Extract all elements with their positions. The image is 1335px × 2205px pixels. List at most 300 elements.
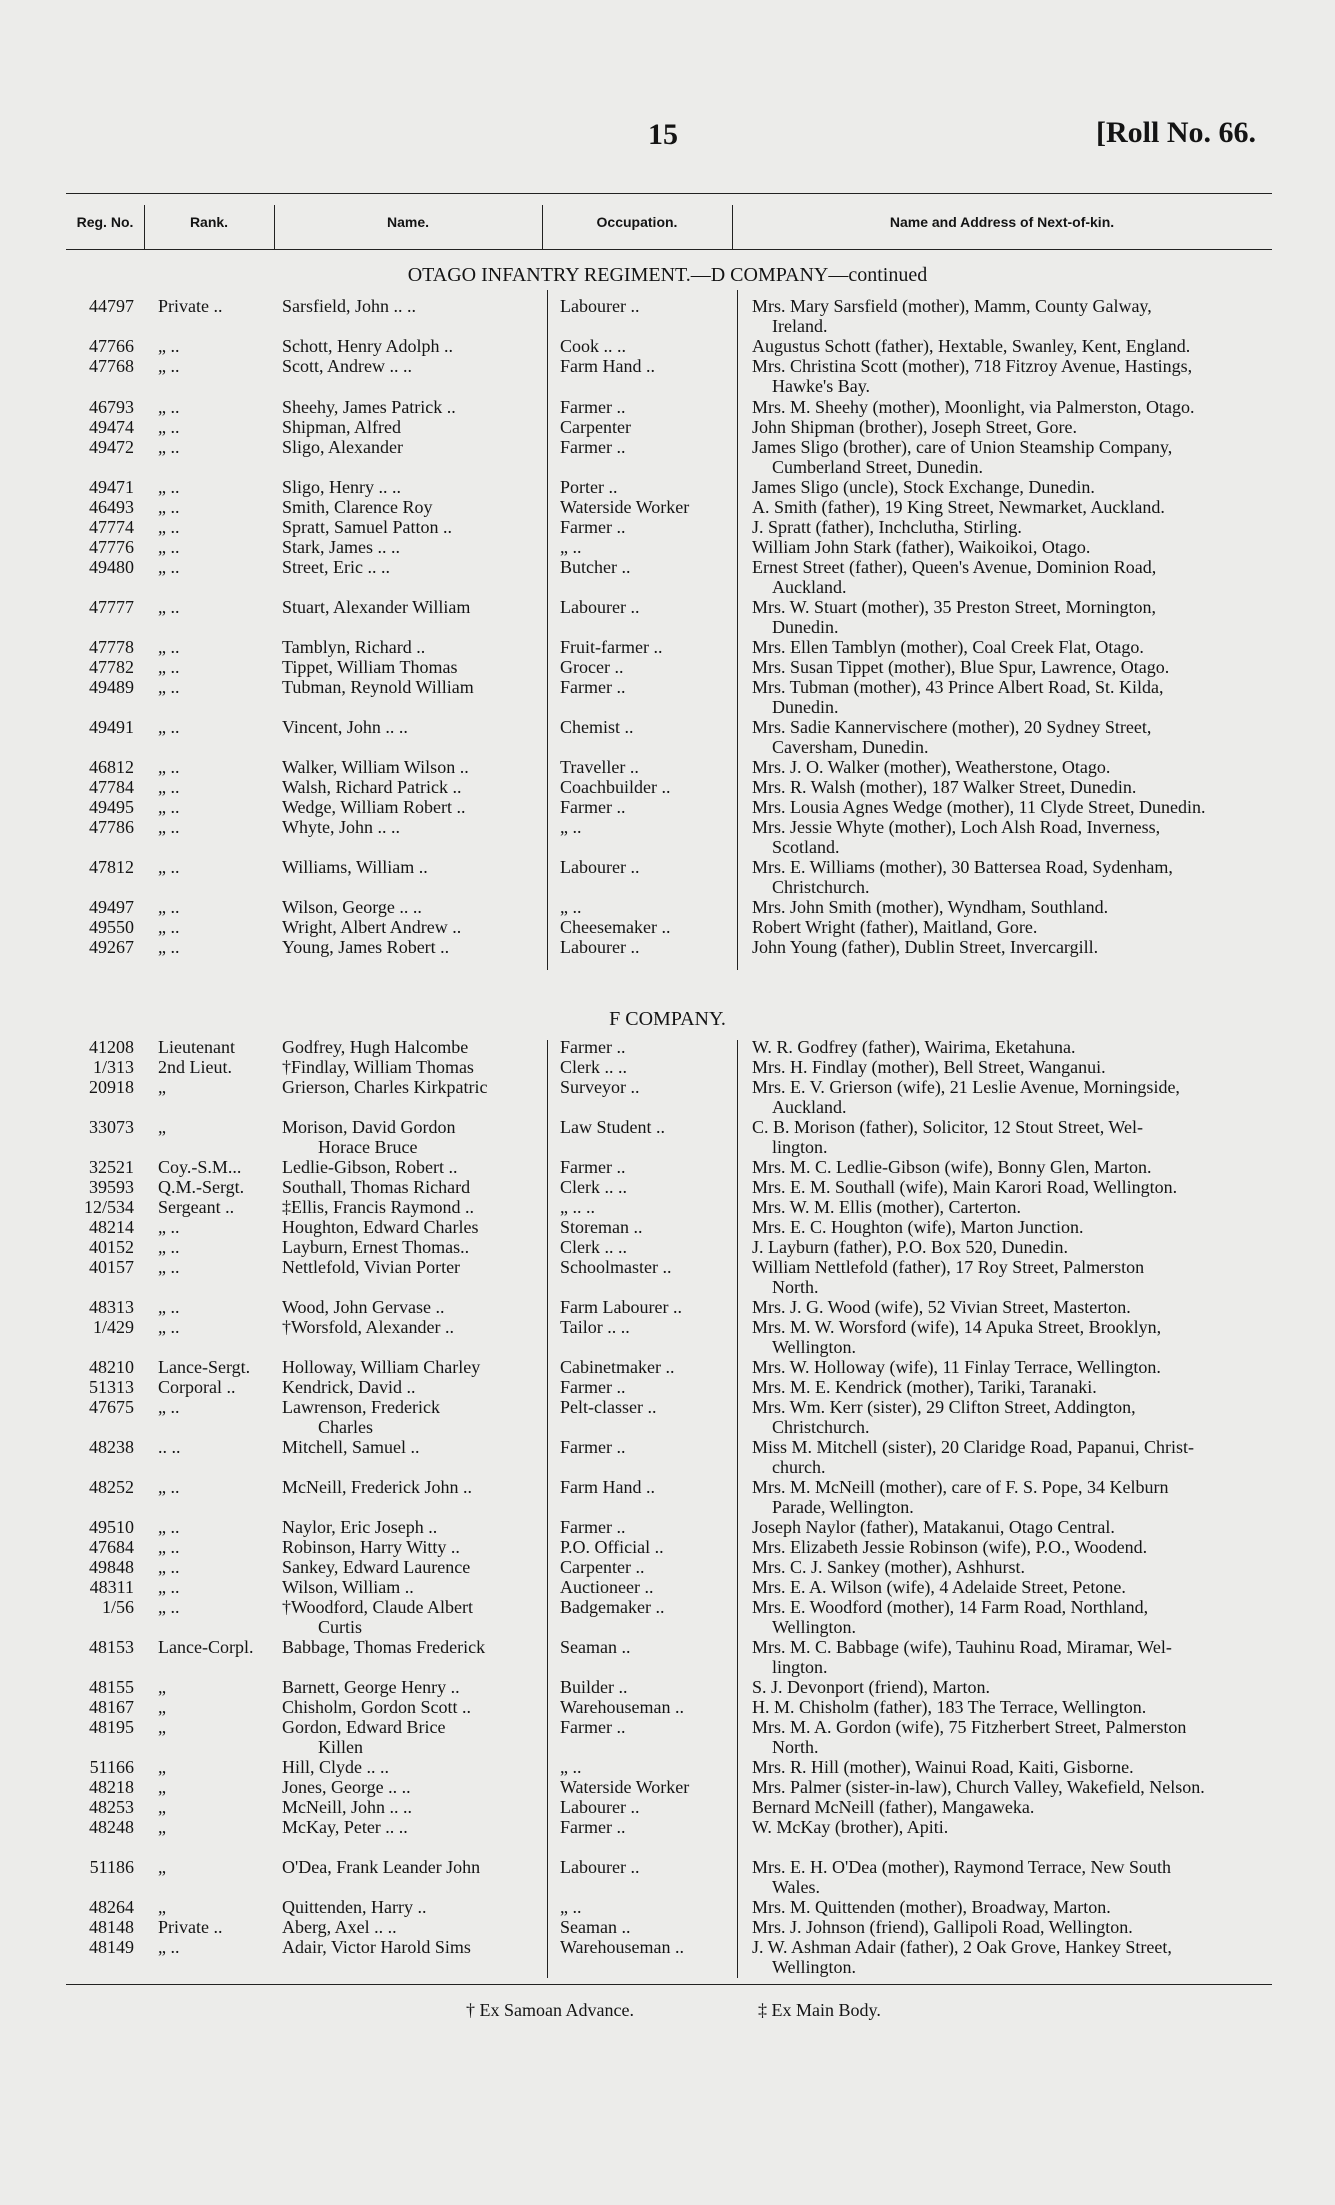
soldier-name: Jones, George .. .. — [282, 1777, 411, 1797]
reg-number: 47777 — [89, 597, 134, 617]
soldier-name: Shipman, Alfred — [282, 417, 401, 437]
rank: „ .. — [158, 557, 180, 577]
reg-number: 48248 — [89, 1817, 134, 1837]
next-of-kin-continued: Christchurch. — [772, 1417, 870, 1437]
rank: „ .. — [158, 417, 180, 437]
occupation: P.O. Official .. — [560, 1537, 664, 1557]
occupation: Labourer .. — [560, 1797, 640, 1817]
occupation: Farmer .. — [560, 397, 626, 417]
reg-number: 47766 — [89, 336, 134, 356]
rank: „ .. — [158, 497, 180, 517]
occupation: Storeman .. — [560, 1217, 643, 1237]
next-of-kin: Mrs. Lousia Agnes Wedge (mother), 11 Clyde Street, Dunedin. — [752, 797, 1206, 817]
occupation: Labourer .. — [560, 597, 640, 617]
next-of-kin-continued: Wellington. — [772, 1337, 857, 1357]
rank: „ — [158, 1777, 166, 1797]
reg-number: 49489 — [89, 677, 134, 697]
soldier-name: Babbage, Thomas Frederick — [282, 1637, 486, 1657]
next-of-kin: Mrs. Palmer (sister-in-law), Church Valley, Wakefield, Nelson. — [752, 1777, 1205, 1797]
soldier-name: Houghton, Edward Charles — [282, 1217, 479, 1237]
reg-number: 49495 — [89, 797, 134, 817]
soldier-name: O'Dea, Frank Leander John — [282, 1857, 481, 1877]
soldier-name: Kendrick, David .. — [282, 1377, 416, 1397]
rank: „ .. — [158, 757, 180, 777]
rank: „ .. — [158, 857, 180, 877]
reg-number: 48167 — [89, 1697, 134, 1717]
reg-number: 48148 — [89, 1917, 134, 1937]
reg-number: 49480 — [89, 557, 134, 577]
soldier-name: Stark, James .. .. — [282, 537, 400, 557]
next-of-kin: Mrs. E. Williams (mother), 30 Battersea Road, Sydenham, — [752, 857, 1173, 877]
reg-number: 51186 — [89, 1857, 134, 1877]
next-of-kin: Mrs. M. E. Kendrick (mother), Tariki, Taranaki. — [752, 1377, 1097, 1397]
occupation: Carpenter .. — [560, 1557, 645, 1577]
next-of-kin-continued: Wales. — [772, 1877, 821, 1897]
next-of-kin: John Young (father), Dublin Street, Invercargill. — [752, 937, 1099, 957]
next-of-kin-continued: Auckland. — [772, 1097, 847, 1117]
occupation: Farmer .. — [560, 1377, 626, 1397]
soldier-name: Wedge, William Robert .. — [282, 797, 466, 817]
occupation: „ .. — [560, 1897, 582, 1917]
soldier-name: McNeill, John .. .. — [282, 1797, 412, 1817]
soldier-name: Young, James Robert .. — [282, 937, 450, 957]
reg-number: 47768 — [89, 356, 134, 376]
reg-number: 47778 — [89, 637, 134, 657]
occupation: Schoolmaster .. — [560, 1257, 672, 1277]
occupation: Warehouseman .. — [560, 1697, 685, 1717]
soldier-name: Quittenden, Harry .. — [282, 1897, 427, 1917]
next-of-kin: Mrs. E. M. Southall (wife), Main Karori Road, Wellington. — [752, 1177, 1178, 1197]
occupation: Cabinetmaker .. — [560, 1357, 675, 1377]
rank: Private .. — [158, 296, 223, 316]
occupation: Labourer .. — [560, 857, 640, 877]
next-of-kin: Mrs. Mary Sarsfield (mother), Mamm, County Galway, — [752, 296, 1152, 316]
occupation: Farmer .. — [560, 1517, 626, 1537]
soldier-name: Walker, William Wilson .. — [282, 757, 469, 777]
rank: „ .. — [158, 1257, 180, 1277]
next-of-kin: Mrs. Ellen Tamblyn (mother), Coal Creek Flat, Otago. — [752, 637, 1144, 657]
next-of-kin-continued: North. — [772, 1277, 819, 1297]
reg-number: 48253 — [89, 1797, 134, 1817]
occupation: „ .. .. — [560, 1197, 595, 1217]
next-of-kin: C. B. Morison (father), Solicitor, 12 Stout Street, Wel- — [752, 1117, 1143, 1137]
occupation: Tailor .. .. — [560, 1317, 630, 1337]
next-of-kin-continued: Hawke's Bay. — [772, 376, 871, 396]
rank: „ .. — [158, 717, 180, 737]
rank: „ .. — [158, 917, 180, 937]
soldier-name: Wright, Albert Andrew .. — [282, 917, 462, 937]
occupation: Clerk .. .. — [560, 1237, 627, 1257]
occupation: Surveyor .. — [560, 1077, 640, 1097]
occupation: Farmer .. — [560, 1037, 626, 1057]
occupation: Labourer .. — [560, 296, 640, 316]
rank: „ .. — [158, 1477, 180, 1497]
soldier-name: Sligo, Henry .. .. — [282, 477, 401, 497]
soldier-name: †Worsfold, Alexander .. — [282, 1317, 455, 1337]
next-of-kin: Mrs. Jessie Whyte (mother), Loch Alsh Road, Inverness, — [752, 817, 1161, 837]
next-of-kin-continued: Ireland. — [772, 316, 828, 336]
soldier-name: Southall, Thomas Richard — [282, 1177, 471, 1197]
reg-number: 40157 — [89, 1257, 134, 1277]
reg-number: 51166 — [89, 1757, 134, 1777]
rank: „ .. — [158, 537, 180, 557]
rank: „ .. — [158, 937, 180, 957]
rank: „ .. — [158, 597, 180, 617]
rank: Coy.-S.M... — [158, 1157, 242, 1177]
soldier-name: Smith, Clarence Roy — [282, 497, 433, 517]
next-of-kin: Mrs. E. A. Wilson (wife), 4 Adelaide Street, Petone. — [752, 1577, 1126, 1597]
reg-number: 49471 — [89, 477, 134, 497]
reg-number: 48149 — [89, 1937, 134, 1957]
reg-number: 51313 — [89, 1377, 134, 1397]
next-of-kin: Mrs. R. Walsh (mother), 187 Walker Street, Dunedin. — [752, 777, 1137, 797]
reg-number: 12/534 — [83, 1197, 134, 1217]
next-of-kin-continued: Dunedin. — [772, 697, 839, 717]
next-of-kin: Mrs. M. A. Gordon (wife), 75 Fitzherbert Street, Palmerston — [752, 1717, 1187, 1737]
footer-rule — [66, 1984, 1272, 1985]
reg-number: 48311 — [89, 1577, 134, 1597]
rank: „ .. — [158, 437, 180, 457]
soldier-name-continued: Charles — [318, 1417, 373, 1437]
rank: „ .. — [158, 397, 180, 417]
reg-number: 48218 — [89, 1777, 134, 1797]
next-of-kin: Augustus Schott (father), Hextable, Swanley, Kent, England. — [752, 336, 1191, 356]
occupation: Butcher .. — [560, 557, 631, 577]
next-of-kin: Mrs. J. Johnson (friend), Gallipoli Road, Wellington. — [752, 1917, 1133, 1937]
next-of-kin: Mrs. W. Holloway (wife), 11 Finlay Terrace, Wellington. — [752, 1357, 1161, 1377]
occupation: Farm Labourer .. — [560, 1297, 682, 1317]
occupation: „ .. — [560, 817, 582, 837]
rank: 2nd Lieut. — [158, 1057, 232, 1077]
occupation: Clerk .. .. — [560, 1177, 627, 1197]
soldier-name-continued: Killen — [318, 1737, 363, 1757]
next-of-kin: J. W. Ashman Adair (father), 2 Oak Grove, Hankey Street, — [752, 1937, 1172, 1957]
reg-number: 47782 — [89, 657, 134, 677]
rank: „ .. — [158, 897, 180, 917]
soldier-name: Stuart, Alexander William — [282, 597, 471, 617]
next-of-kin: Mrs. M. Quittenden (mother), Broadway, Marton. — [752, 1897, 1111, 1917]
next-of-kin: Miss M. Mitchell (sister), 20 Claridge Road, Papanui, Christ- — [752, 1437, 1194, 1457]
reg-number: 49491 — [89, 717, 134, 737]
rank: „ — [158, 1797, 166, 1817]
next-of-kin-continued: Dunedin. — [772, 617, 839, 637]
reg-number: 48155 — [89, 1677, 134, 1697]
soldier-name: Sheehy, James Patrick .. — [282, 397, 456, 417]
next-of-kin-continued: lington. — [772, 1137, 828, 1157]
occupation: Labourer .. — [560, 937, 640, 957]
rank: Lieutenant — [158, 1037, 235, 1057]
rank: „ .. — [158, 517, 180, 537]
next-of-kin-continued: North. — [772, 1737, 819, 1757]
occupation: Carpenter — [560, 417, 631, 437]
rank: „ .. — [158, 817, 180, 837]
reg-number: 47776 — [89, 537, 134, 557]
rank: „ .. — [158, 477, 180, 497]
page-number: 15 — [648, 118, 678, 151]
occupation: Pelt-classer .. — [560, 1397, 657, 1417]
rank: Sergeant .. — [158, 1197, 235, 1217]
reg-number: 47675 — [89, 1397, 134, 1417]
soldier-name: Hill, Clyde .. .. — [282, 1757, 389, 1777]
soldier-name: Wood, John Gervase .. — [282, 1297, 445, 1317]
rank: „ .. — [158, 1517, 180, 1537]
rank: „ .. — [158, 1317, 180, 1337]
reg-number: 49472 — [89, 437, 134, 457]
next-of-kin: Bernard McNeill (father), Mangaweka. — [752, 1797, 1035, 1817]
reg-number: 48195 — [89, 1717, 134, 1737]
occupation: Badgemaker .. — [560, 1597, 665, 1617]
next-of-kin-continued: Parade, Wellington. — [772, 1497, 914, 1517]
reg-number: 46812 — [89, 757, 134, 777]
next-of-kin: Mrs. E. V. Grierson (wife), 21 Leslie Avenue, Morningside, — [752, 1077, 1180, 1097]
next-of-kin: Mrs. W. Stuart (mother), 35 Preston Street, Mornington, — [752, 597, 1156, 617]
reg-number: 48210 — [89, 1357, 134, 1377]
next-of-kin-continued: Caversham, Dunedin. — [772, 737, 929, 757]
reg-number: 44797 — [89, 296, 134, 316]
column-header-rank: Rank. — [189, 214, 229, 230]
occupation: Farmer .. — [560, 517, 626, 537]
soldier-name: †Findlay, William Thomas — [282, 1057, 474, 1077]
reg-number: 47812 — [89, 857, 134, 877]
reg-number: 32521 — [89, 1157, 134, 1177]
soldier-name: Tubman, Reynold William — [282, 677, 474, 697]
soldier-name: ‡Ellis, Francis Raymond .. — [282, 1197, 474, 1217]
reg-number: 49474 — [89, 417, 134, 437]
occupation: Builder .. — [560, 1677, 628, 1697]
occupation: „ .. — [560, 897, 582, 917]
reg-number: 48214 — [89, 1217, 134, 1237]
soldier-name: Sligo, Alexander — [282, 437, 403, 457]
next-of-kin: J. Spratt (father), Inchclutha, Stirling. — [752, 517, 1022, 537]
rank: „ .. — [158, 336, 180, 356]
next-of-kin: Mrs. C. J. Sankey (mother), Ashhurst. — [752, 1557, 1025, 1577]
rank: „ .. — [158, 1937, 180, 1957]
next-of-kin: Mrs. J. O. Walker (mother), Weatherstone, Otago. — [752, 757, 1111, 777]
reg-number: 49848 — [89, 1557, 134, 1577]
occupation: Farmer .. — [560, 1717, 626, 1737]
rank: Q.M.-Sergt. — [158, 1177, 245, 1197]
occupation: Farmer .. — [560, 437, 626, 457]
soldier-name: Wilson, George .. .. — [282, 897, 422, 917]
soldier-name: Chisholm, Gordon Scott .. — [282, 1697, 472, 1717]
occupation: Auctioneer .. — [560, 1577, 654, 1597]
next-of-kin: Mrs. W. M. Ellis (mother), Carterton. — [752, 1197, 1021, 1217]
soldier-name: Tamblyn, Richard .. — [282, 637, 426, 657]
next-of-kin: Mrs. Sadie Kannervischere (mother), 20 Sydney Street, — [752, 717, 1152, 737]
soldier-name: Naylor, Eric Joseph .. — [282, 1517, 438, 1537]
reg-number: 48153 — [89, 1637, 134, 1657]
rank: „ — [158, 1677, 166, 1697]
reg-number: 40152 — [89, 1237, 134, 1257]
rank: „ — [158, 1897, 166, 1917]
rank: Corporal .. — [158, 1377, 236, 1397]
rank: „ .. — [158, 1237, 180, 1257]
occupation: Farm Hand .. — [560, 356, 655, 376]
next-of-kin: John Shipman (brother), Joseph Street, Gore. — [752, 417, 1077, 437]
rank: „ — [158, 1857, 166, 1877]
next-of-kin-continued: Wellington. — [772, 1617, 857, 1637]
rank: „ .. — [158, 356, 180, 376]
soldier-name-continued: Horace Bruce — [318, 1137, 418, 1157]
occupation: Labourer .. — [560, 1857, 640, 1877]
next-of-kin: W. McKay (brother), Apiti. — [752, 1817, 949, 1837]
next-of-kin: Mrs. E. H. O'Dea (mother), Raymond Terrace, New South — [752, 1857, 1172, 1877]
reg-number: 48313 — [89, 1297, 134, 1317]
rank: „ — [158, 1077, 166, 1097]
next-of-kin: Mrs. E. Woodford (mother), 14 Farm Road, Northland, — [752, 1597, 1149, 1617]
footnote-double-dagger: ‡ Ex Main Body. — [758, 2000, 881, 2020]
occupation: Cook .. .. — [560, 336, 627, 356]
soldier-name: Layburn, Ernest Thomas.. — [282, 1237, 470, 1257]
next-of-kin: Mrs. J. G. Wood (wife), 52 Vivian Street, Masterton. — [752, 1297, 1131, 1317]
rank: „ .. — [158, 797, 180, 817]
next-of-kin-continued: Christchurch. — [772, 877, 870, 897]
soldier-name: Barnett, George Henry .. — [282, 1677, 460, 1697]
reg-number: 47684 — [89, 1537, 134, 1557]
next-of-kin: Ernest Street (father), Queen's Avenue, Dominion Road, — [752, 557, 1157, 577]
soldier-name: McNeill, Frederick John .. — [282, 1477, 472, 1497]
next-of-kin: James Sligo (uncle), Stock Exchange, Dunedin. — [752, 477, 1095, 497]
reg-number: 48238 — [89, 1437, 134, 1457]
reg-number: 46793 — [89, 397, 134, 417]
next-of-kin: Mrs. Susan Tippet (mother), Blue Spur, Lawrence, Otago. — [752, 657, 1170, 677]
next-of-kin: S. J. Devonport (friend), Marton. — [752, 1677, 990, 1697]
rank: „ — [158, 1697, 166, 1717]
occupation: Seaman .. — [560, 1917, 631, 1937]
soldier-name: Holloway, William Charley — [282, 1357, 481, 1377]
occupation: Coachbuilder .. — [560, 777, 671, 797]
rank: „ .. — [158, 657, 180, 677]
next-of-kin: A. Smith (father), 19 King Street, Newmarket, Auckland. — [752, 497, 1165, 517]
next-of-kin: Mrs. H. Findlay (mother), Bell Street, Wanganui. — [752, 1057, 1106, 1077]
soldier-name: Mitchell, Samuel .. — [282, 1437, 420, 1457]
next-of-kin-continued: Wellington. — [772, 1957, 857, 1977]
rank: „ .. — [158, 777, 180, 797]
next-of-kin-continued: Cumberland Street, Dunedin. — [772, 457, 983, 477]
next-of-kin: J. Layburn (father), P.O. Box 520, Dunedin. — [752, 1237, 1068, 1257]
next-of-kin: Mrs. M. C. Babbage (wife), Tauhinu Road, Miramar, Wel- — [752, 1637, 1172, 1657]
occupation: Farmer .. — [560, 1437, 626, 1457]
reg-number: 49267 — [89, 937, 134, 957]
soldier-name: Whyte, John .. .. — [282, 817, 400, 837]
soldier-name: Spratt, Samuel Patton .. — [282, 517, 452, 537]
next-of-kin: Mrs. John Smith (mother), Wyndham, Southland. — [752, 897, 1109, 917]
rank: „ — [158, 1757, 166, 1777]
occupation: Traveller .. — [560, 757, 639, 777]
soldier-name: Williams, William .. — [282, 857, 428, 877]
reg-number: 47784 — [89, 777, 134, 797]
soldier-name: Sankey, Edward Laurence — [282, 1557, 471, 1577]
reg-number: 39593 — [89, 1177, 134, 1197]
next-of-kin: Mrs. E. C. Houghton (wife), Marton Junction. — [752, 1217, 1084, 1237]
reg-number: 49510 — [89, 1517, 134, 1537]
next-of-kin: Mrs. Christina Scott (mother), 718 Fitzroy Avenue, Hastings, — [752, 356, 1193, 376]
soldier-name: Wilson, William .. — [282, 1577, 414, 1597]
rank: „ .. — [158, 1217, 180, 1237]
reg-number: 1/429 — [92, 1317, 134, 1337]
next-of-kin: Mrs. M. McNeill (mother), care of F. S. Pope, 34 Kelburn — [752, 1477, 1169, 1497]
soldier-name: Godfrey, Hugh Halcombe — [282, 1037, 469, 1057]
reg-number: 49550 — [89, 917, 134, 937]
soldier-name: Morison, David Gordon — [282, 1117, 456, 1137]
next-of-kin-continued: Auckland. — [772, 577, 847, 597]
occupation: Farmer .. — [560, 1817, 626, 1837]
occupation: Clerk .. .. — [560, 1057, 627, 1077]
reg-number: 41208 — [89, 1037, 134, 1057]
next-of-kin: Mrs. Wm. Kerr (sister), 29 Clifton Street, Addington, — [752, 1397, 1136, 1417]
occupation: Cheesemaker .. — [560, 917, 671, 937]
soldier-name: Sarsfield, John .. .. — [282, 296, 416, 316]
rank: „ .. — [158, 1537, 180, 1557]
header-rule-bottom — [66, 249, 1272, 250]
soldier-name: Lawrenson, Frederick — [282, 1397, 440, 1417]
next-of-kin: Mrs. Tubman (mother), 43 Prince Albert Road, St. Kilda, — [752, 677, 1164, 697]
reg-number: 33073 — [89, 1117, 134, 1137]
occupation: Farmer .. — [560, 677, 626, 697]
section-title-f-company: F COMPANY. — [609, 1008, 726, 1030]
column-header-kin: Name and Address of Next-of-kin. — [889, 214, 1115, 230]
next-of-kin: Mrs. M. C. Ledlie-Gibson (wife), Bonny Glen, Marton. — [752, 1157, 1152, 1177]
rank: „ .. — [158, 1597, 180, 1617]
occupation: „ .. — [560, 537, 582, 557]
next-of-kin-continued: lington. — [772, 1657, 828, 1677]
footnote-dagger: † Ex Samoan Advance. — [466, 2000, 634, 2020]
soldier-name-continued: Curtis — [318, 1617, 363, 1637]
next-of-kin-continued: church. — [772, 1457, 826, 1477]
next-of-kin: William Nettlefold (father), 17 Roy Street, Palmerston — [752, 1257, 1145, 1277]
rank: „ — [158, 1717, 166, 1737]
next-of-kin: Mrs. Elizabeth Jessie Robinson (wife), P.O., Woodend. — [752, 1537, 1148, 1557]
reg-number: 20918 — [89, 1077, 134, 1097]
soldier-name: Street, Eric .. .. — [282, 557, 390, 577]
section-title-d-company: OTAGO INFANTRY REGIMENT.—D COMPANY—continued — [407, 264, 928, 286]
rank: „ .. — [158, 1297, 180, 1317]
next-of-kin-continued: Scotland. — [772, 837, 840, 857]
rank: „ — [158, 1817, 166, 1837]
rank: .. .. — [158, 1437, 181, 1457]
soldier-name: Tippet, William Thomas — [282, 657, 458, 677]
next-of-kin: H. M. Chisholm (father), 183 The Terrace, Wellington. — [752, 1697, 1147, 1717]
occupation: Farm Hand .. — [560, 1477, 655, 1497]
occupation: Farmer .. — [560, 797, 626, 817]
occupation: Waterside Worker — [560, 1777, 690, 1797]
next-of-kin: Mrs. M. W. Worsford (wife), 14 Apuka Street, Brooklyn, — [752, 1317, 1162, 1337]
soldier-name: Grierson, Charles Kirkpatric — [282, 1077, 488, 1097]
next-of-kin: Robert Wright (father), Maitland, Gore. — [752, 917, 1038, 937]
soldier-name: Gordon, Edward Brice — [282, 1717, 446, 1737]
occupation: Law Student .. — [560, 1117, 665, 1137]
occupation: Fruit-farmer .. — [560, 637, 663, 657]
next-of-kin: W. R. Godfrey (father), Wairima, Eketahuna. — [752, 1037, 1076, 1057]
reg-number: 47774 — [89, 517, 134, 537]
next-of-kin: Joseph Naylor (father), Matakanui, Otago Central. — [752, 1517, 1115, 1537]
rank: „ .. — [158, 637, 180, 657]
rank: Lance-Corpl. — [158, 1637, 254, 1657]
soldier-name: Robinson, Harry Witty .. — [282, 1537, 460, 1557]
rank: „ .. — [158, 677, 180, 697]
next-of-kin: James Sligo (brother), care of Union Steamship Company, — [752, 437, 1173, 457]
next-of-kin: Mrs. M. Sheehy (mother), Moonlight, via Palmerston, Otago. — [752, 397, 1195, 417]
roll-number: [Roll No. 66. — [1096, 116, 1256, 149]
next-of-kin: Mrs. R. Hill (mother), Wainui Road, Kaiti, Gisborne. — [752, 1757, 1134, 1777]
rank: „ — [158, 1117, 166, 1137]
soldier-name: Schott, Henry Adolph .. — [282, 336, 453, 356]
column-header-occupation: Occupation. — [596, 214, 678, 230]
rank: Lance-Sergt. — [158, 1357, 251, 1377]
column-header-reg: Reg. No. — [76, 214, 134, 230]
occupation: „ .. — [560, 1757, 582, 1777]
rank: „ .. — [158, 1577, 180, 1597]
